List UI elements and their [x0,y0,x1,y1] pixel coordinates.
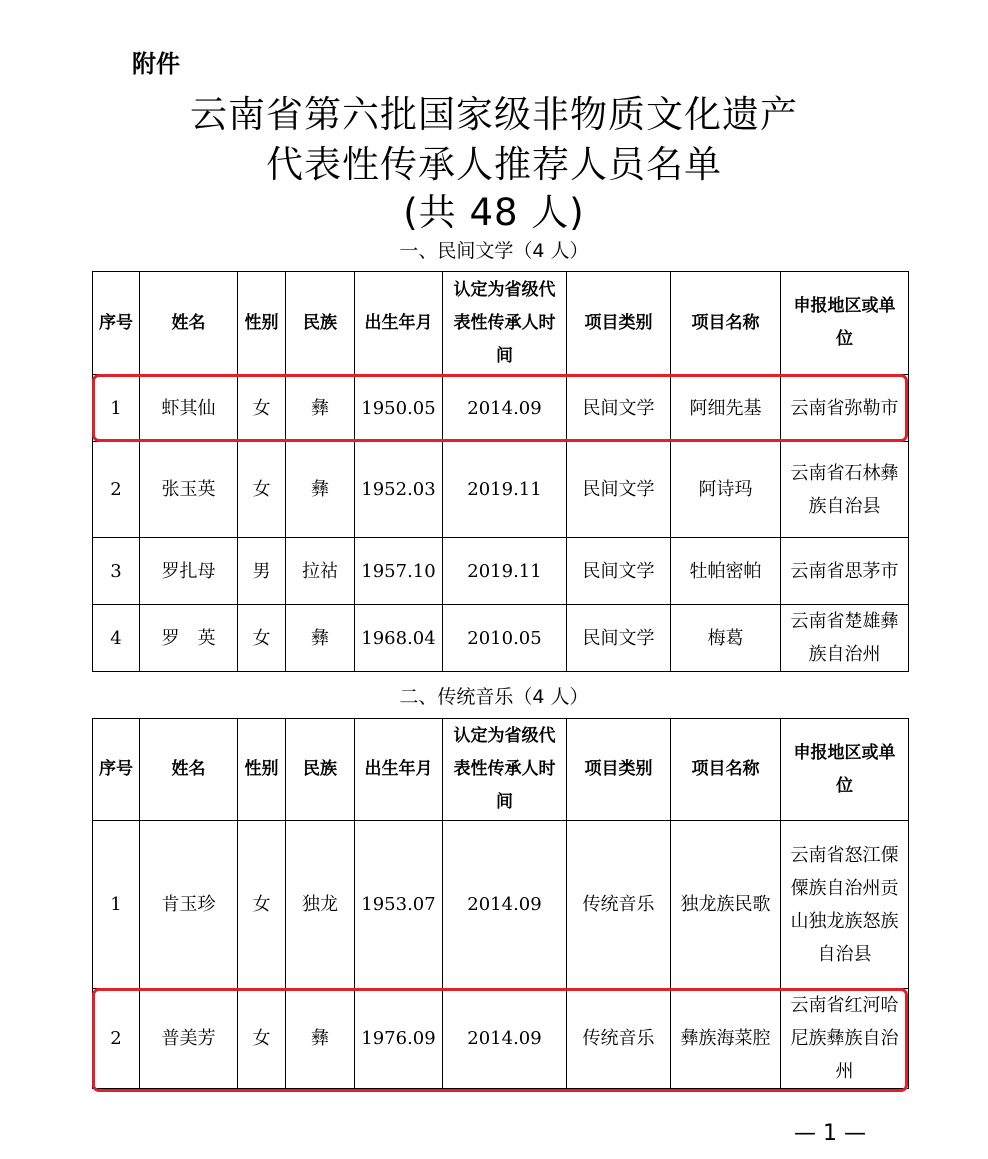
cell-gender: 女 [238,821,286,989]
cell-region: 云南省红河哈尼族彝族自治州 [781,989,909,1089]
cell-name: 张玉英 [140,442,238,538]
cell-name: 罗扎母 [140,538,238,605]
cell-gender: 男 [238,538,286,605]
cell-ethnicity: 彝 [286,989,355,1089]
col-header-recognized-date: 认定为省级代表性传承人时间 [443,272,567,375]
cell-project-name: 牡帕密帕 [671,538,781,605]
cell-index: 3 [93,538,140,605]
col-header-ethnicity: 民族 [286,719,355,821]
document-title-count: (共 48 人) [403,191,585,234]
traditional-music-table [92,718,909,1089]
col-header-index: 序号 [93,272,140,375]
cell-index: 1 [93,375,140,442]
cell-recognized-date: 2014.09 [443,375,567,442]
table-row [93,605,909,672]
attachment-label: 附件 [132,50,180,78]
cell-ethnicity: 拉祜 [286,538,355,605]
cell-recognized-date: 2010.05 [443,605,567,672]
table-row [93,989,909,1089]
cell-project-name: 梅葛 [671,605,781,672]
col-header-recognized-date: 认定为省级代表性传承人时间 [443,719,567,821]
cell-gender: 女 [238,605,286,672]
cell-name: 肯玉珍 [140,821,238,989]
cell-project-name: 彝族海菜腔 [671,989,781,1089]
cell-birth: 1957.10 [355,538,443,605]
col-header-gender: 性别 [238,272,286,375]
cell-ethnicity: 独龙 [286,821,355,989]
cell-ethnicity: 彝 [286,375,355,442]
folk-literature-table [92,271,909,672]
table-row [93,538,909,605]
col-header-index: 序号 [93,719,140,821]
cell-gender: 女 [238,989,286,1089]
cell-name: 虾其仙 [140,375,238,442]
cell-region: 云南省楚雄彝族自治州 [781,605,909,672]
cell-recognized-date: 2019.11 [443,538,567,605]
cell-ethnicity: 彝 [286,605,355,672]
cell-birth: 1950.05 [355,375,443,442]
col-header-birth: 出生年月 [355,719,443,821]
col-header-gender: 性别 [238,719,286,821]
cell-birth: 1968.04 [355,605,443,672]
cell-name: 普美芳 [140,989,238,1089]
cell-project-name: 阿细先基 [671,375,781,442]
cell-category: 传统音乐 [567,821,671,989]
page-number: — 1 — [794,1121,866,1146]
cell-gender: 女 [238,442,286,538]
cell-project-name: 阿诗玛 [671,442,781,538]
cell-region: 云南省怒江傈僳族自治州贡山独龙族怒族自治县 [781,821,909,989]
col-header-project-name: 项目名称 [671,719,781,821]
cell-birth: 1976.09 [355,989,443,1089]
cell-project-name: 独龙族民歌 [671,821,781,989]
col-header-category: 项目类别 [567,272,671,375]
cell-name: 罗 英 [140,605,238,672]
cell-recognized-date: 2014.09 [443,821,567,989]
col-header-name: 姓名 [140,719,238,821]
cell-recognized-date: 2019.11 [443,442,567,538]
table-header-row [93,272,909,375]
cell-birth: 1953.07 [355,821,443,989]
cell-category: 民间文学 [567,538,671,605]
document-title-line-1: 云南省第六批国家级非物质文化遗产 [190,93,798,136]
col-header-region: 申报地区或单位 [781,272,909,375]
cell-category: 传统音乐 [567,989,671,1089]
col-header-ethnicity: 民族 [286,272,355,375]
section-heading-traditional-music: 二、传统音乐（4 人） [399,686,589,708]
col-header-name: 姓名 [140,272,238,375]
col-header-birth: 出生年月 [355,272,443,375]
cell-category: 民间文学 [567,442,671,538]
cell-index: 2 [93,989,140,1089]
col-header-project-name: 项目名称 [671,272,781,375]
cell-birth: 1952.03 [355,442,443,538]
table-row [93,442,909,538]
table-header-row [93,719,909,821]
cell-region: 云南省石林彝族自治县 [781,442,909,538]
cell-category: 民间文学 [567,605,671,672]
cell-region: 云南省思茅市 [781,538,909,605]
cell-category: 民间文学 [567,375,671,442]
section-heading-folk-literature: 一、民间文学（4 人） [399,240,589,262]
cell-region: 云南省弥勒市 [781,375,909,442]
cell-ethnicity: 彝 [286,442,355,538]
cell-recognized-date: 2014.09 [443,989,567,1089]
cell-index: 2 [93,442,140,538]
cell-index: 1 [93,821,140,989]
cell-index: 4 [93,605,140,672]
document-title-line-2: 代表性传承人推荐人员名单 [266,143,722,186]
col-header-region: 申报地区或单位 [781,719,909,821]
table-row [93,375,909,442]
col-header-category: 项目类别 [567,719,671,821]
table-row [93,821,909,989]
cell-gender: 女 [238,375,286,442]
